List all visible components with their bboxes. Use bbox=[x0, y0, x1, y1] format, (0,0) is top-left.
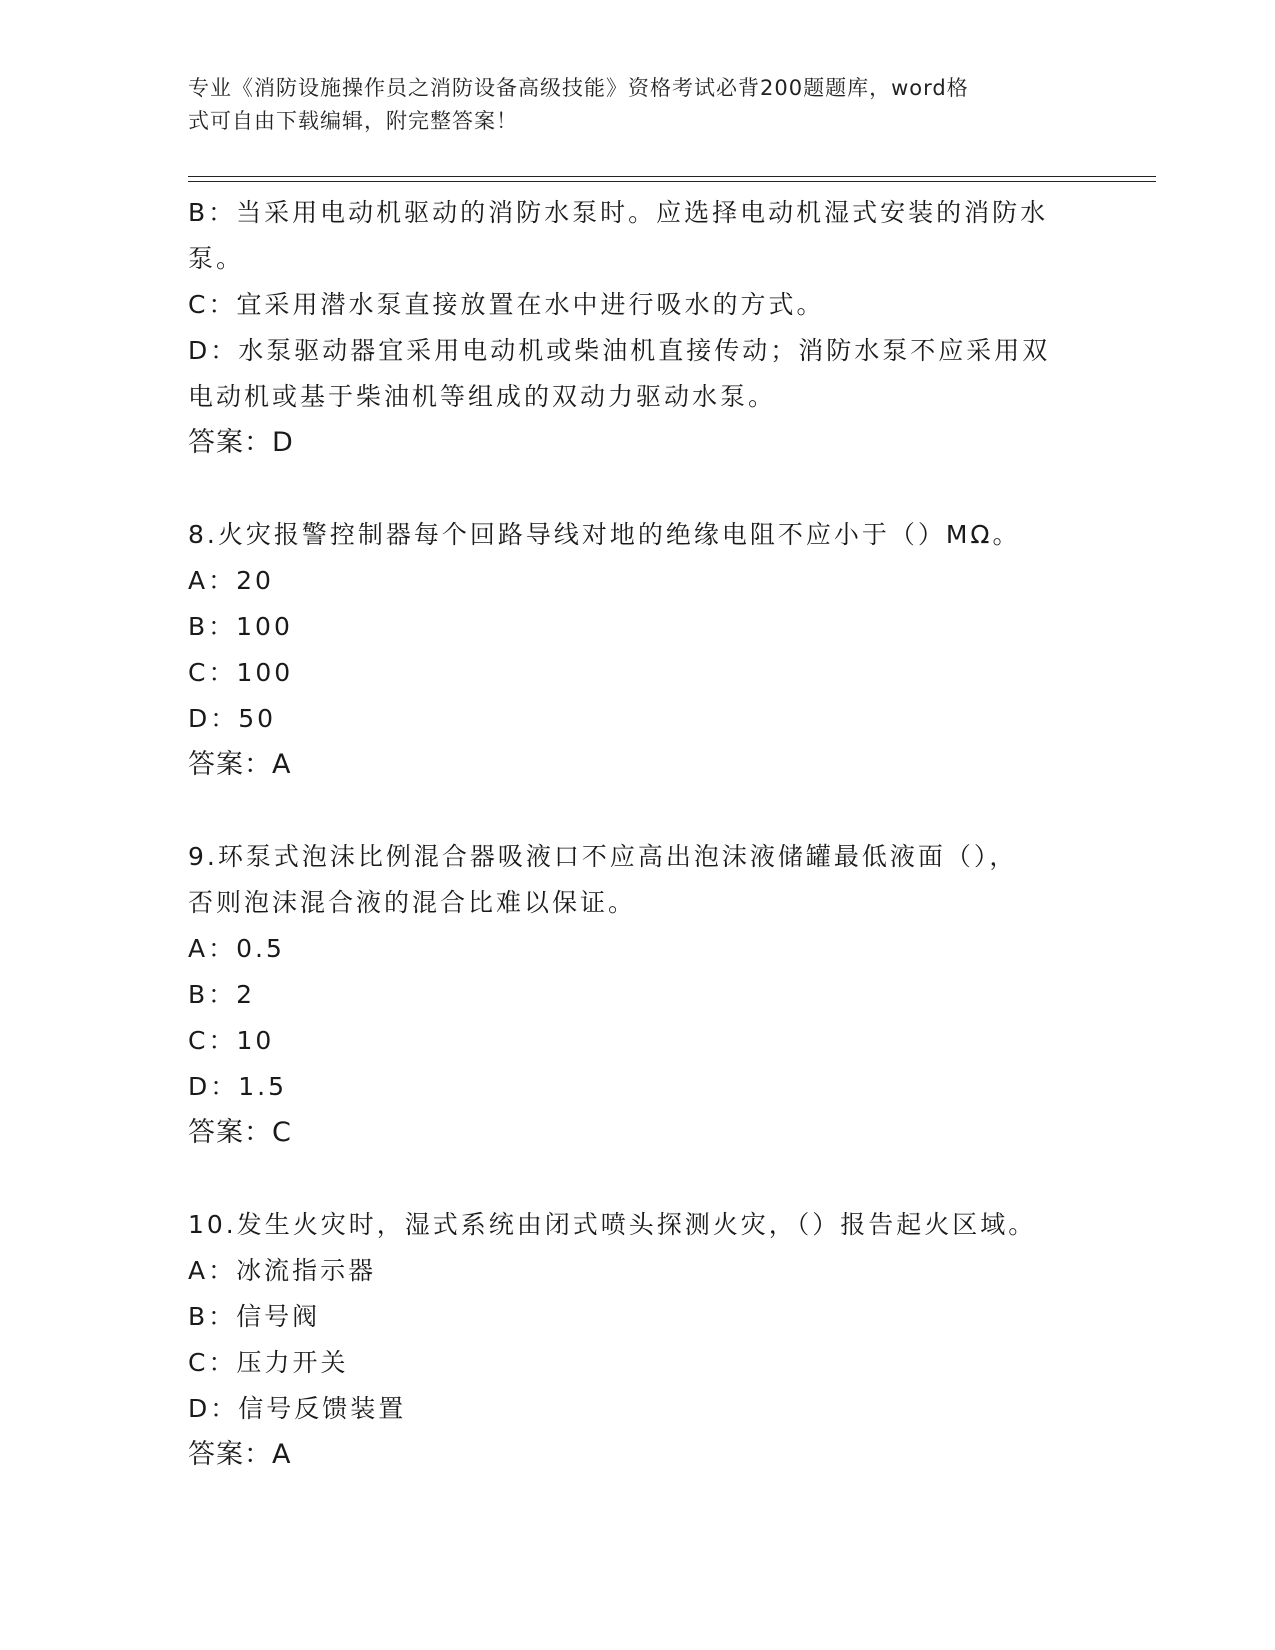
q8-option-d: D：50 bbox=[188, 704, 277, 733]
q7-answer: 答案：D bbox=[188, 427, 294, 458]
q10-answer: 答案：A bbox=[188, 1439, 292, 1470]
q8-option-b: B：100 bbox=[188, 612, 293, 641]
q9-option-c: C：10 bbox=[188, 1026, 275, 1055]
question-8-block bbox=[188, 512, 1088, 788]
header-divider-bottom bbox=[188, 181, 1156, 182]
q9-answer: 答案：C bbox=[188, 1117, 292, 1148]
spacer bbox=[188, 466, 1088, 512]
document-header bbox=[188, 72, 1088, 138]
header-divider-top bbox=[188, 176, 1156, 177]
question-9-block bbox=[188, 834, 1088, 1156]
q7-option-d-line-2: 电动机或基于柴油机等组成的双动力驱动水泵。 bbox=[188, 382, 777, 411]
q8-question: 8.火灾报警控制器每个回路导线对地的绝缘电阻不应小于（）MΩ。 bbox=[188, 520, 1021, 549]
question-content bbox=[188, 190, 1088, 1478]
header-line-1: 专业《消防设施操作员之消防设备高级技能》资格考试必背200题题库，word格 bbox=[188, 76, 969, 100]
q9-option-b: B：2 bbox=[188, 980, 256, 1009]
q10-option-c: C：压力开关 bbox=[188, 1348, 349, 1377]
q9-option-a: A：0.5 bbox=[188, 934, 285, 963]
question-7-block bbox=[188, 190, 1088, 466]
q7-option-c: C：宜采用潜水泵直接放置在水中进行吸水的方式。 bbox=[188, 290, 825, 319]
spacer bbox=[188, 1156, 1088, 1202]
spacer bbox=[188, 788, 1088, 834]
question-10-block bbox=[188, 1202, 1088, 1478]
q9-option-d: D：1.5 bbox=[188, 1072, 288, 1101]
q7-option-d-line-1: D：水泵驱动器宜采用电动机或柴油机直接传动；消防水泵不应采用双 bbox=[188, 336, 1051, 365]
q10-option-b: B：信号阀 bbox=[188, 1302, 321, 1331]
q8-answer: 答案：A bbox=[188, 749, 292, 780]
q9-question-line-2: 否则泡沫混合液的混合比难以保证。 bbox=[188, 888, 637, 917]
q10-option-a: A：冰流指示器 bbox=[188, 1256, 377, 1285]
header-line-2: 式可自由下载编辑，附完整答案！ bbox=[188, 109, 518, 133]
q8-option-a: A：20 bbox=[188, 566, 274, 595]
q7-option-b-line-2: 泵。 bbox=[188, 244, 245, 273]
q10-option-d: D：信号反馈装置 bbox=[188, 1394, 407, 1423]
q8-option-c: C：100 bbox=[188, 658, 294, 687]
q9-question-line-1: 9.环泵式泡沫比例混合器吸液口不应高出泡沫液储罐最低液面（）， bbox=[188, 842, 1018, 871]
q10-question: 10.发生火灾时，湿式系统由闭式喷头探测火灾，（）报告起火区域。 bbox=[188, 1210, 1037, 1239]
q7-option-b-line-1: B：当采用电动机驱动的消防水泵时。应选择电动机湿式安装的消防水 bbox=[188, 198, 1049, 227]
